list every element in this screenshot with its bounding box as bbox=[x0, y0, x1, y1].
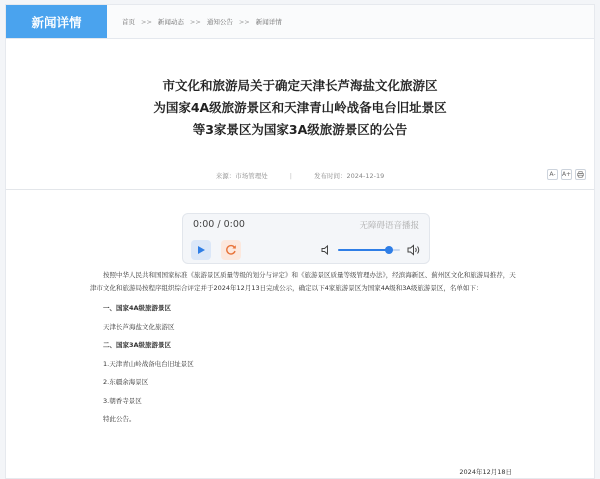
volume-high-icon[interactable] bbox=[407, 243, 421, 257]
signature-date: 2024年12月18日 bbox=[459, 468, 512, 476]
breadcrumb-home[interactable]: 首页 bbox=[122, 18, 135, 26]
breadcrumb-separator: >> bbox=[141, 17, 152, 26]
print-button[interactable] bbox=[575, 169, 586, 180]
article-body bbox=[90, 269, 522, 432]
meta-divider-line bbox=[6, 189, 594, 190]
list-item: 2.东疆余海景区 bbox=[103, 378, 149, 386]
section-tab[interactable]: 新闻详情 bbox=[6, 5, 107, 38]
breadcrumb bbox=[122, 5, 282, 38]
article-meta bbox=[6, 171, 594, 180]
list-item: 1.天津青山岭战备电台旧址景区 bbox=[103, 359, 194, 368]
title-line: 为国家4A级旅游景区和天津青山岭战备电台旧址景区 bbox=[153, 100, 447, 115]
audio-player bbox=[182, 213, 430, 264]
font-tools bbox=[547, 169, 586, 180]
breadcrumb-separator: >> bbox=[189, 17, 201, 26]
font-decrease-button[interactable]: A- bbox=[547, 169, 558, 180]
reload-button[interactable] bbox=[221, 240, 241, 260]
font-increase-button[interactable]: A+ bbox=[561, 171, 572, 178]
intro-paragraph: 按照中华人民共和国国家标准《旅游景区质量等级的划分与评定》和《旅游景区质量等级管理办法》，经滨海新区、蓟州区文化和旅游局推荐，天津市文化和旅游局按程序组织综合评定并于2024年12月13日完成公示，确定以下4家旅游景区为国家4A级和3A级旅游景区，名单如下： bbox=[90, 271, 516, 292]
play-icon bbox=[196, 245, 206, 255]
list-item: 天津长芦海盐文化旅游区 bbox=[103, 322, 175, 331]
list-item: 3.朝香寺景区 bbox=[103, 396, 142, 405]
volume-knob[interactable] bbox=[385, 246, 393, 254]
breadcrumb-separator: >> bbox=[238, 17, 250, 26]
section-heading: 一、国家4A级旅游景区 bbox=[103, 304, 172, 312]
article-date: 发布时间：2024-12-19 bbox=[313, 172, 385, 180]
title-line: 市文化和旅游局关于确定天津长芦海盐文化旅游区 bbox=[162, 78, 438, 93]
title-line: 等3家景区为国家3A级旅游景区的公告 bbox=[192, 122, 408, 137]
breadcrumb-notices[interactable]: 通知公告 bbox=[206, 18, 233, 26]
article-source: 来源：市场管理处 bbox=[215, 172, 268, 180]
breadcrumb-current: 新闻详情 bbox=[255, 18, 282, 26]
volume-low-icon[interactable] bbox=[321, 244, 333, 256]
tts-label: 无障碍语音播报 bbox=[359, 221, 419, 231]
print-icon bbox=[577, 171, 584, 178]
breadcrumb-news[interactable]: 新闻动态 bbox=[157, 18, 184, 26]
closing-text: 特此公告。 bbox=[103, 415, 136, 423]
volume-slider[interactable] bbox=[338, 249, 400, 251]
audio-time: 0:00 / 0:00 bbox=[193, 219, 245, 230]
article-title bbox=[6, 75, 594, 141]
section-heading: 二、国家3A级旅游景区 bbox=[103, 341, 172, 349]
play-button[interactable] bbox=[191, 240, 211, 260]
article-page bbox=[5, 4, 595, 479]
reload-icon bbox=[225, 244, 237, 256]
volume-fill bbox=[338, 249, 389, 251]
meta-divider: | bbox=[289, 172, 292, 180]
header-bar bbox=[6, 5, 594, 39]
